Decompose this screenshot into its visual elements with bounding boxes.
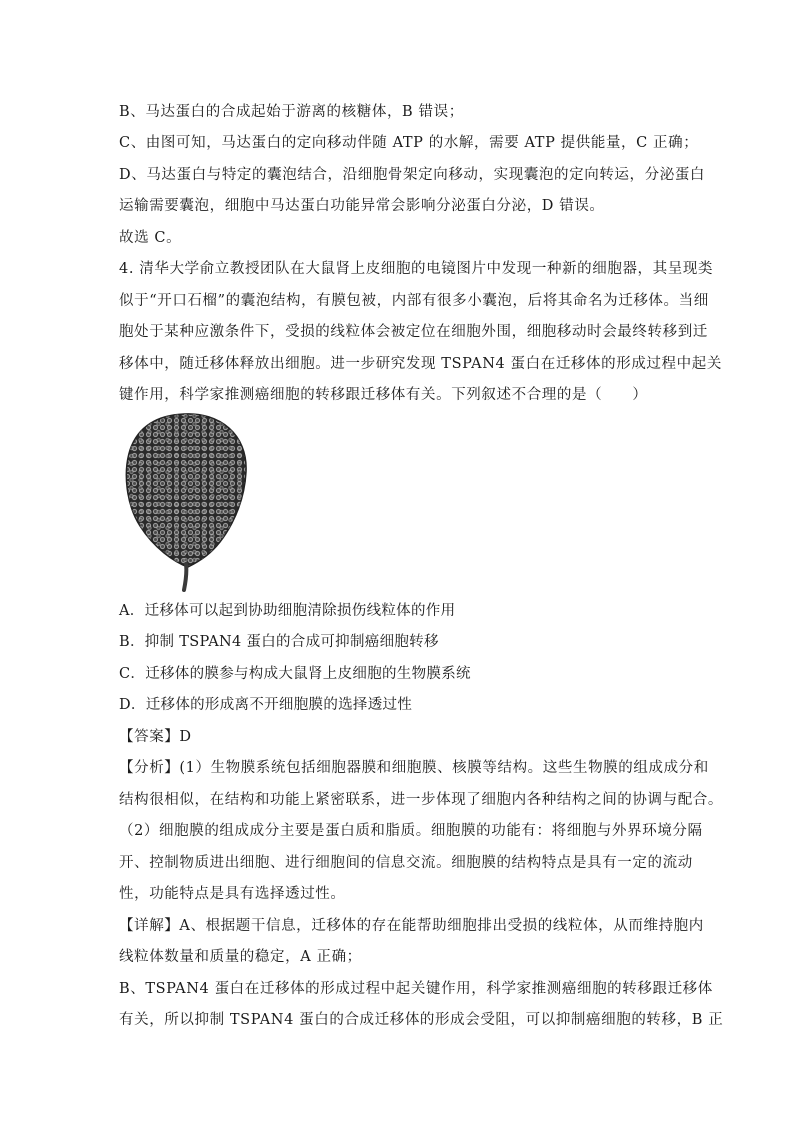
answer-line: 【答案】D (119, 729, 192, 745)
analysis-line: （2）细胞膜的组成成分主要是蛋白质和脂质。细胞膜的功能有：将细胞与外界环境分隔 (119, 823, 703, 839)
analysis-line: 性，功能特点是具有选择透过性。 (119, 886, 346, 902)
question-stem-line: 4. 清华大学俞立教授团队在大鼠肾上皮细胞的电镜图片中发现一种新的细胞器，其呈现类 (119, 261, 714, 277)
analysis-line-b: B、马达蛋白的合成起始于游离的核糖体，B 错误； (119, 104, 464, 120)
detail-line: 线粒体数量和质量的稳定，A 正确； (119, 949, 362, 965)
migrasome-micrograph (124, 410, 249, 592)
question-stem-line: 移体中，随迁移体释放出细胞。进一步研究发现 TSPAN4 蛋白在迁移体的形成过程中起关 (119, 356, 722, 372)
analysis-line-d2: 运输需要囊泡，细胞中马达蛋白功能异常会影响分泌蛋白分泌，D 错误。 (119, 198, 605, 214)
analysis-line-c: C、由图可知，马达蛋白的定向移动伴随 ATP 的水解，需要 ATP 提供能量，C 正确； (119, 135, 699, 151)
detail-line: 【详解】A、根据题干信息，迁移体的存在能帮助细胞排出受损的线粒体，从而维持胞内 (119, 918, 704, 934)
option-d: D．迁移体的形成离不开细胞膜的选择透过性 (119, 697, 413, 713)
conclusion-line: 故选 C。 (119, 230, 182, 246)
option-b: B．抑制 TSPAN4 蛋白的合成可抑制癌细胞转移 (119, 634, 439, 650)
detail-line: B、TSPAN4 蛋白在迁移体的形成过程中起关键作用，科学家推测癌细胞的转移跟迁移体 (119, 981, 713, 997)
analysis-line: 结构很相似，在结构和功能上紧密联系，进一步体现了细胞内各种结构之间的协调与配合。 (119, 792, 723, 808)
question-stem-line: 胞处于某种应激条件下，受损的线粒体会被定位在细胞外围，细胞移动时会最终转移到迁 (119, 324, 708, 340)
analysis-line-d1: D、马达蛋白与特定的囊泡结合，沿细胞骨架定向移动，实现囊泡的定向转运，分泌蛋白 (119, 167, 706, 183)
question-stem-line: 键作用，科学家推测癌细胞的转移跟迁移体有关。下列叙述不合理的是（ ） (119, 387, 648, 403)
analysis-line: 【分析】(1）生物膜系统包括细胞器膜和细胞膜、核膜等结构。这些生物膜的组成成分和 (119, 760, 709, 776)
option-a: A．迁移体可以起到协助细胞清除损伤线粒体的作用 (119, 603, 456, 619)
option-c: C．迁移体的膜参与构成大鼠肾上皮细胞的生物膜系统 (119, 666, 471, 682)
detail-line: 有关，所以抑制 TSPAN4 蛋白的合成迁移体的形成会受阻，可以抑制癌细胞的转移，B 正 (119, 1012, 724, 1028)
analysis-line: 开、控制物质进出细胞、进行细胞间的信息交流。细胞膜的结构特点是具有一定的流动 (119, 855, 693, 871)
question-stem-line: 似于“开口石榴”的囊泡结构，有膜包被，内部有很多小囊泡，后将其命名为迁移体。当细 (119, 293, 709, 309)
